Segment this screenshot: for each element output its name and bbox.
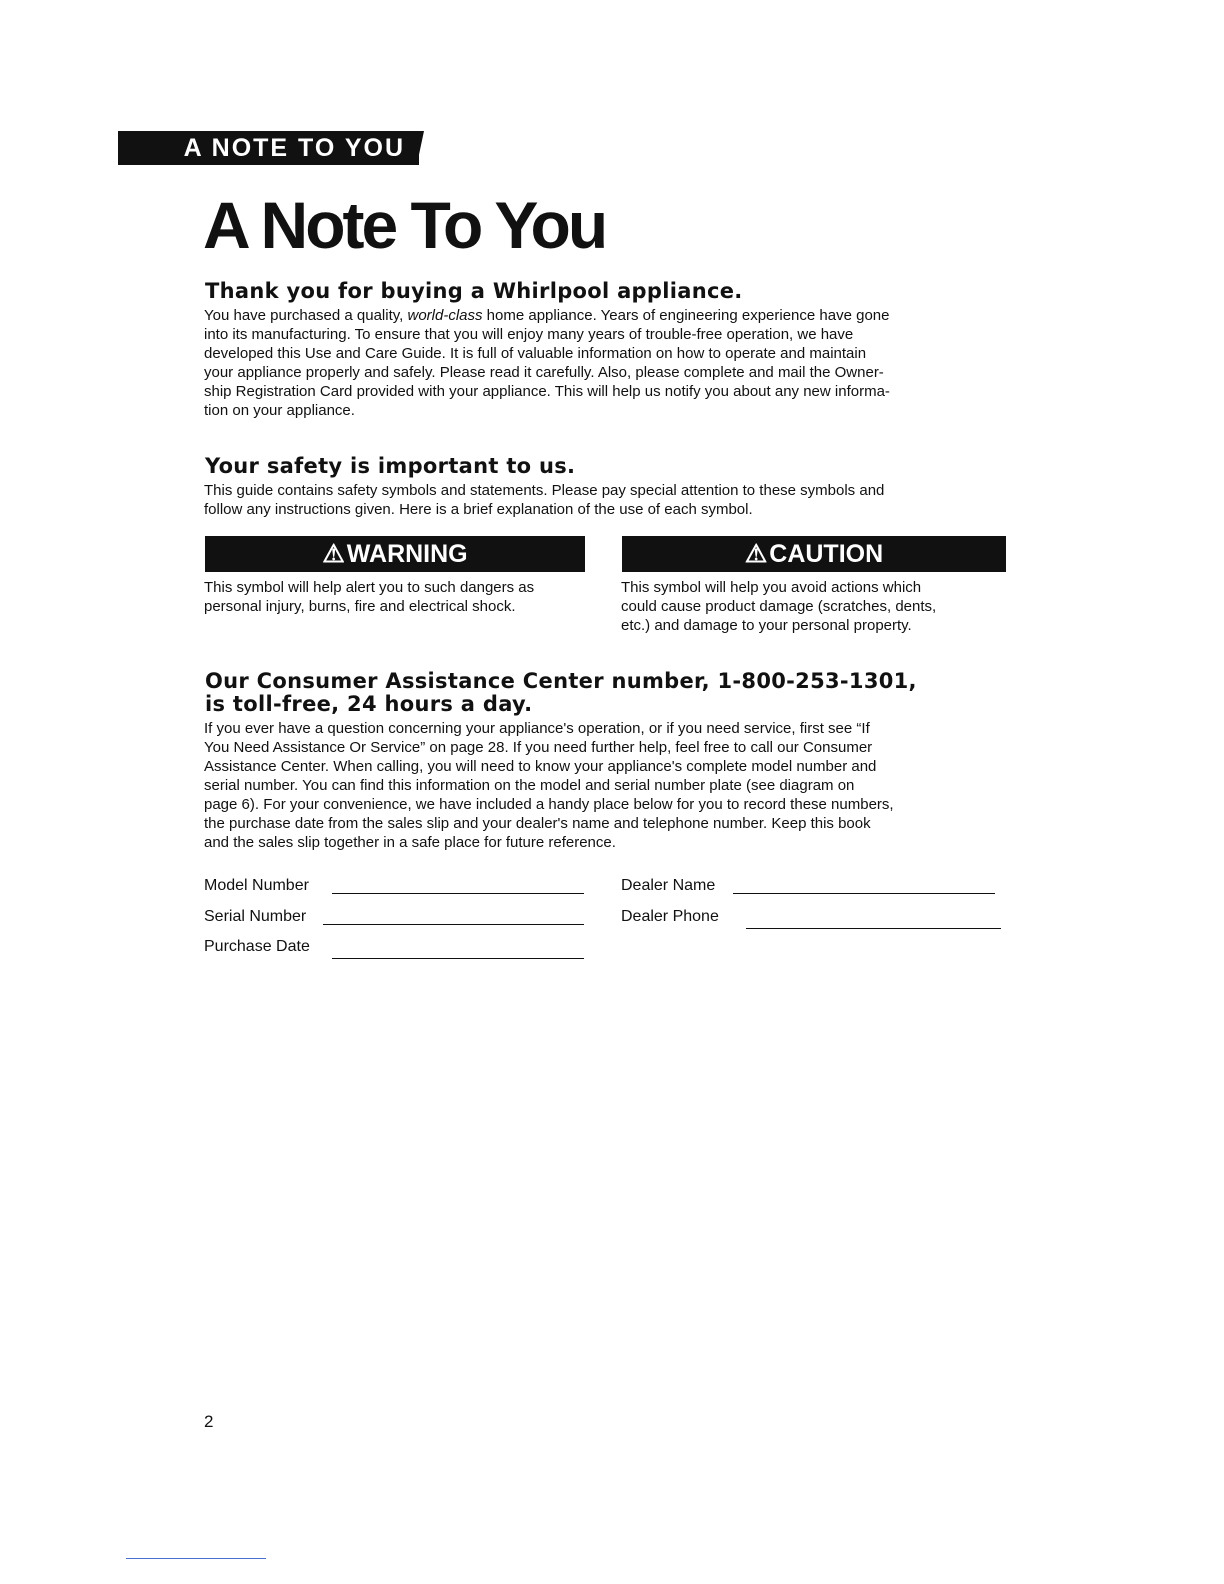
caution-label-text: CAUTION	[769, 539, 884, 568]
thanks-line-6: tion on your appliance.	[204, 402, 355, 419]
dealer-name-label: Dealer Name	[621, 877, 716, 894]
safety-line-1: This guide contains safety symbols and statements. Please pay special attention to these symbols and	[204, 482, 885, 499]
dealer-phone-line[interactable]	[746, 928, 1001, 929]
thanks-heading: Thank you for buying a Whirlpool appliance.	[205, 279, 743, 303]
world-class-emphasis: world-class	[407, 307, 483, 324]
page-number: 2	[204, 1412, 214, 1431]
dealer-phone-label: Dealer Phone	[621, 908, 719, 925]
footer-rule	[126, 1558, 266, 1559]
warning-triangle-icon: ⚠	[322, 540, 345, 568]
dealer-name-line[interactable]	[733, 893, 995, 894]
assistance-paragraph: If you ever have a question concerning your appliance's operation, or if you need service, first see “If You Need Assistance Or Service” on page 28. If you need further help, feel free to call our Consumer Assistance Center. When calling, you will need to know your appliance's complete model number and serial number. You can find this information on the model and serial number plate (see diagram on page 6). For your convenience, we have included a handy place below for you to record these numbers, the purchase date from the sales slip and your dealer's name and telephone number. Keep this book and the sales slip together in a safe place for future reference.	[204, 720, 894, 851]
section-tab-label: A NOTE TO YOU	[183, 133, 405, 162]
thanks-line-2: into its manufacturing. To ensure that you will enjoy many years of trouble-free operation, we have	[204, 326, 854, 343]
warning-description: This symbol will help alert you to such dangers as personal injury, burns, fire and electrical shock.	[204, 579, 535, 615]
warning-label-text: WARNING	[346, 539, 468, 568]
section-tab	[118, 131, 419, 165]
caution-description: This symbol will help you avoid actions which could cause product damage (scratches, dents, etc.) and damage to your personal property.	[621, 579, 937, 634]
purchase-date-line[interactable]	[332, 958, 584, 959]
assistance-heading-line-1: Our Consumer Assistance Center number, 1-800-253-1301,	[205, 669, 917, 693]
serial-number-line[interactable]	[323, 924, 584, 925]
model-number-line[interactable]	[332, 893, 584, 894]
thanks-line-5: ship Registration Card provided with your appliance. This will help us notify you about any new informa-	[204, 383, 890, 400]
caution-label	[622, 536, 1006, 572]
safety-heading: Your safety is important to us.	[205, 454, 576, 478]
warning-label	[205, 536, 585, 572]
thanks-line-1: You have purchased a quality, world-class home appliance. Years of engineering experience have gone	[204, 307, 890, 324]
purchase-date-label: Purchase Date	[204, 938, 310, 955]
thanks-line-3: developed this Use and Care Guide. It is full of valuable information on how to operate and maintain	[204, 345, 867, 362]
caution-triangle-icon: ⚠	[744, 540, 768, 568]
page-title: A Note To You	[203, 188, 606, 262]
thanks-line-4: your appliance properly and safely. Please read it carefully. Also, please complete and mail the Owner-	[204, 364, 884, 381]
thanks-paragraph	[204, 306, 1004, 420]
safety-paragraph	[204, 481, 1004, 519]
model-number-label: Model Number	[204, 877, 309, 894]
safety-line-2: follow any instructions given. Here is a brief explanation of the use of each symbol.	[204, 501, 753, 518]
serial-number-label: Serial Number	[204, 908, 307, 925]
assistance-heading-line-2: is toll-free, 24 hours a day.	[205, 692, 533, 716]
